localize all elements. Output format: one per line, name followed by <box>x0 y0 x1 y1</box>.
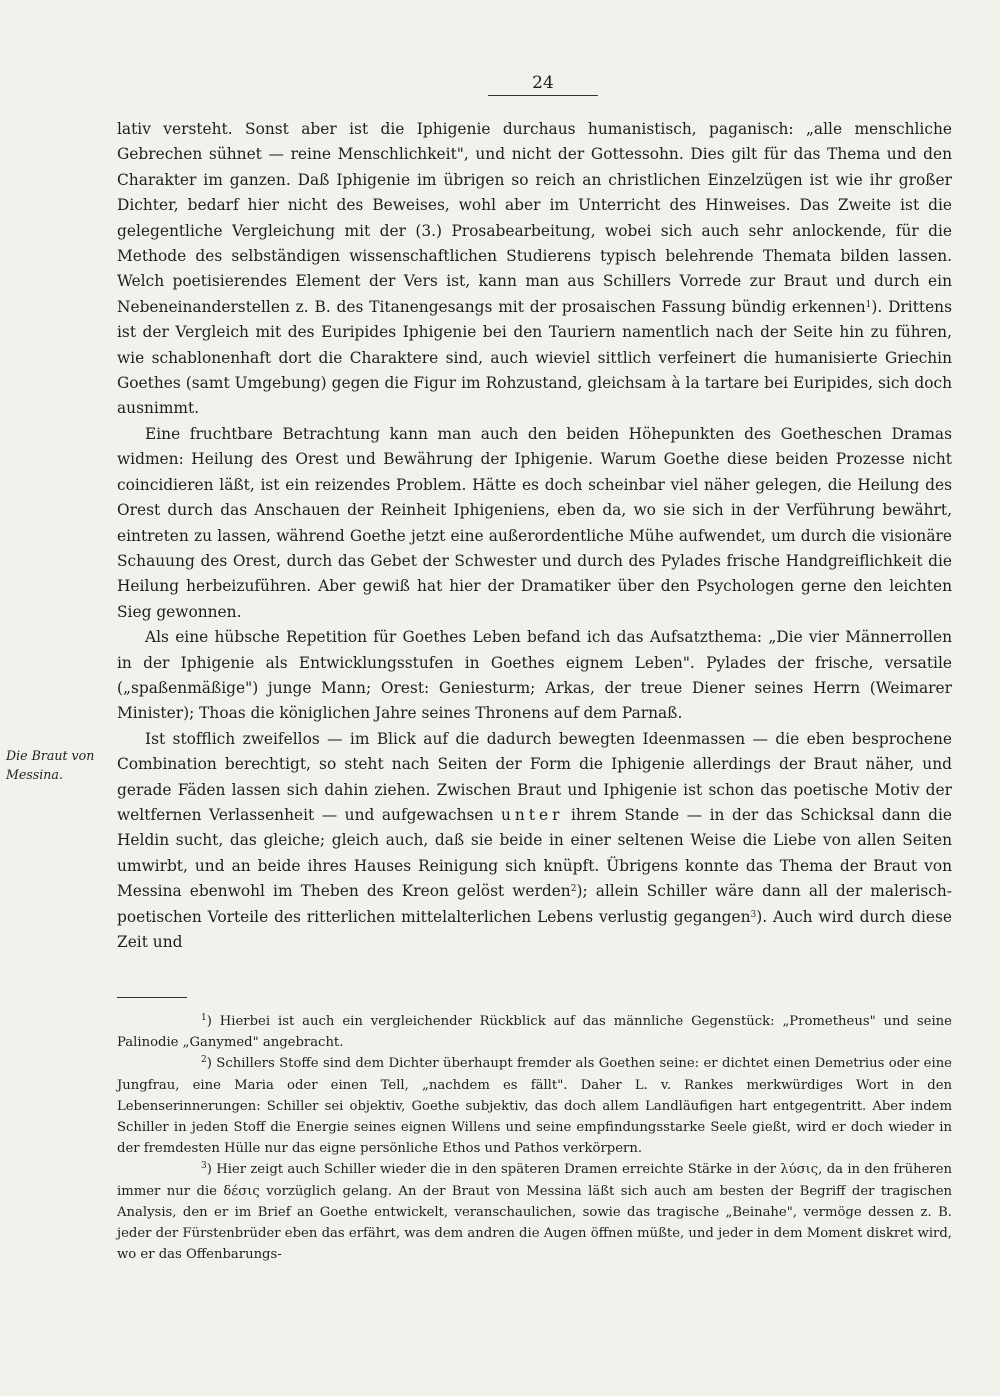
paragraph-4 <box>117 727 952 956</box>
footnote-ref-3: 3 <box>750 909 757 920</box>
footnote-rule <box>117 997 187 998</box>
paragraph-2: Eine fruchtbare Betrachtung kann man auch den beiden Höhepunkten des Goetheschen Dramas widmen: Heilung des Orest und Bewährung der Iphigenie. Warum Goethe diese beiden Prozesse nicht coincidieren läßt, ist ein reizendes Problem. Hätte es doch scheinbar viel näher gelegen, die Heilung des Orest durch das Anschauen der Reinheit Iphigeniens, eben da, wo sie sich in der Verführung bewährt, eintreten zu lassen, während Goethe jetzt eine außerordentliche Mühe aufwendet, um durch die visionäre Schauung des Orest, durch das Gebet der Schwester und durch des Pylades frische Handgreiflichkeit die Heilung herbeizuführen. Aber gewiß hat hier der Dramatiker über den Psychologen gerne den leichten Sieg gewonnen. <box>117 424 952 621</box>
footnote-mark-3: 3 <box>201 1161 207 1172</box>
footnote-1-text: ) Hierbei ist auch ein vergleichender Rückblick auf das männliche Gegenstück: „Prometheus" und seine Palinodie „Ganymed" angebracht. <box>117 1014 952 1051</box>
margin-note: Die Braut von Messina. <box>6 748 95 782</box>
footnote-2-text: ) Schillers Stoffe sind dem Dichter überhaupt fremder als Goethen seine: er dichtet einen Demetrius oder eine Jungfrau, eine Maria oder einen Tell, „nachdem es fällt". Daher L. v. Rankes merkwürdiges Wort in den Lebenserinnerungen: Schiller sei objektiv, Goethe subjektiv, das doch allem Landläufigen hart entgegentritt. Aber indem Schiller in jeden Stoff die Energie seines eignen Willens und seine empfindungsstarke Seele gießt, wird er doch wieder in der fremdesten Hülle nur das eigne persönliche Ethos und Pathos verkörpern. <box>117 1056 952 1157</box>
paragraph-1-text-cont: ). Drittens ist der Vergleich mit des Euripides Iphigenie bei den Tauriern namentlich nach der Seite hin zu führen, wie schablonenhaft dort die Charaktere sind, auch wieviel sittlich verfeinert die humanisierte Griechin Goethes (samt Umgebung) gegen die Figur im Rohzustand, gleichsam à la tartare bei Euripides, sich doch ausnimmt. <box>117 297 952 418</box>
page-number: 24 <box>532 73 554 93</box>
main-text <box>117 117 952 955</box>
paragraph-1 <box>117 117 952 422</box>
paragraph-4-text-b: ihrem Stande — in der das Schicksal dann die Heldin sucht, das gleiche; gleich auch, daß sie beide in einer seltenen Weise die Liebe von allen Seiten umwirbt, und an beide ihres Hauses Reinigung sich knüpft. Übrigens konnte das Thema der Braut von Messina ebenwohl im Theben des Kreon gelöst werden <box>117 805 952 901</box>
footnote-2 <box>117 1053 952 1159</box>
footnote-ref-1: 1 <box>865 299 872 310</box>
spaced-emphasis: unter <box>500 805 564 824</box>
paragraph-4-text-c: ); allein Schiller wäre dann all der malerisch-poetischen Vorteile des ritterlichen mittelalterlichen Lebens verlustig gegangen <box>117 882 952 926</box>
footnote-mark-2: 2 <box>201 1055 207 1066</box>
footnote-3-text: ) Hier zeigt auch Schiller wieder die in den späteren Dramen erreichte Stärke in der λύσις, da in den früheren immer nur die δέσις vorzüglich gelang. An der Braut von Messina läßt sich auch am besten der Begriff der tragischen Analysis, den er im Brief an Goethe entwickelt, veranschaulichen, sowie das tragische „Beinahe", vermöge dessen z. B. jeder der Fürstenbrüder eben das erfährt, was dem andren die Augen öffnen müßte, und jeder in dem Moment diskret wird, wo er das Offenbarungs- <box>117 1162 952 1263</box>
paragraph-3: Als eine hübsche Repetition für Goethes Leben befand ich das Aufsatzthema: „Die vier Männerrollen in der Iphigenie als Entwicklungsstufen in Goethes eignem Leben". Pylades der frische, versatile („spaßenmäßige") junge Mann; Orest: Geniesturm; Arkas, der treue Diener seines Herrn (Weimarer Minister); Thoas die königlichen Jahre seines Thronens auf dem Parnaß. <box>117 628 952 723</box>
paragraph-4-text-a: Ist stofflich zweifellos — im Blick auf die dadurch bewegten Ideenmassen — die eben besprochene Combination berechtigt, so steht nach Seiten der Form die Iphigenie allerdings der Braut näher, und gerade Fäden lassen sich dahin ziehen. Zwischen Braut und Iphigenie ist schon das poetische Motiv der weltfernen Verlassenheit — und aufgewachsen <box>117 729 952 824</box>
paragraph-1-text: lativ versteht. Sonst aber ist die Iphigenie durchaus humanistisch, paganisch: „alle menschliche Gebrechen sühnet — reine Menschlichkeit", und nicht der Gottessohn. Dies gilt für das Thema und den Charakter im ganzen. Daß Iphigenie im übrigen so reich an christlichen Einzelzügen ist wie ihr großer Dichter, bedarf hier nicht des Beweises, wohl aber im Unterricht des Hinweises. Das Zweite ist die gelegentliche Vergleichung mit der (3.) Prosabearbeitung, wobei sich auch sehr anlockende, für die Methode des selbständigen wissenschaftlichen Studierens typisch belehrende Themata bilden lassen. Welch poetisierendes Element der Vers ist, kann man aus Schillers Vorrede zur Braut und durch ein Nebeneinanderstellen z. B. des Titanengesangs mit der prosaischen Fassung bündig erkennen <box>117 120 952 316</box>
footnote-1 <box>117 1011 952 1053</box>
paragraph-4-text-d: ). Auch wird durch diese Zeit und <box>117 907 952 951</box>
footnote-ref-2: 2 <box>570 884 577 895</box>
footnote-3 <box>117 1159 952 1265</box>
header-rule <box>488 95 598 96</box>
footnote-mark-1: 1 <box>201 1013 207 1023</box>
footnotes <box>117 1011 952 1265</box>
